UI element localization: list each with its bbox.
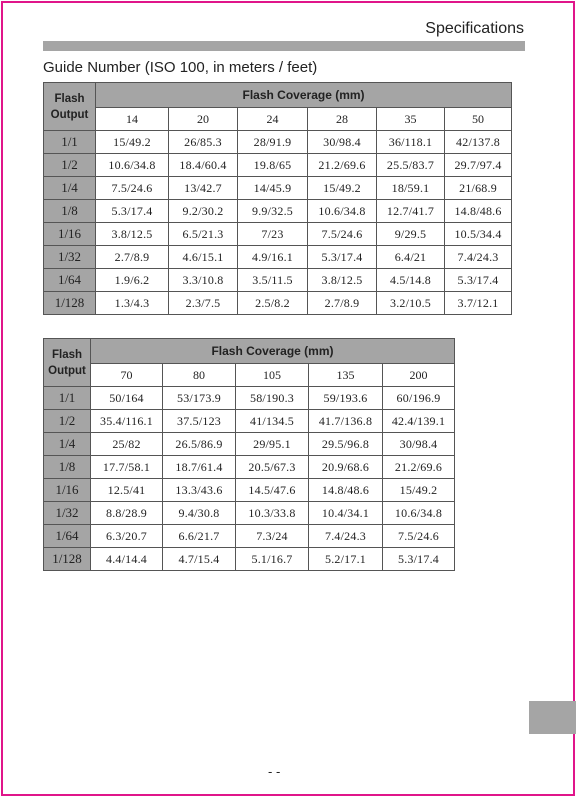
guide-number-cell: 9.9/32.5 [238,200,308,223]
zoom-header-cell: 200 [383,364,455,387]
zoom-header-cell: 35 [377,108,445,131]
flash-output-cell: 1/64 [44,525,91,548]
page-number: - - [268,764,281,779]
flash-output-cell: 1/4 [44,433,91,456]
guide-number-cell: 25.5/83.7 [377,154,445,177]
zoom-header-cell: 135 [309,364,383,387]
zoom-header-cell: 20 [169,108,238,131]
guide-number-cell: 8.8/28.9 [91,502,163,525]
guide-number-cell: 13.3/43.6 [163,479,236,502]
guide-number-cell: 3.3/10.8 [169,269,238,292]
guide-number-cell: 10.6/34.8 [96,154,169,177]
flash-output-header: Flash Output [44,339,91,387]
guide-number-cell: 7.4/24.3 [309,525,383,548]
guide-number-cell: 42/137.8 [445,131,512,154]
table-row [44,433,455,456]
zoom-header-cell: 80 [163,364,236,387]
guide-number-cell: 37.5/123 [163,410,236,433]
table-row [44,292,512,315]
table-row [44,223,512,246]
guide-number-cell: 5.1/16.7 [236,548,309,571]
guide-number-cell: 7.3/24 [236,525,309,548]
flash-coverage-header: Flash Coverage (mm) [91,339,455,364]
guide-number-cell: 26/85.3 [169,131,238,154]
guide-number-cell: 42.4/139.1 [383,410,455,433]
guide-number-cell: 4.4/14.4 [91,548,163,571]
table-row [44,479,455,502]
guide-number-cell: 10.6/34.8 [308,200,377,223]
guide-number-cell: 9/29.5 [377,223,445,246]
guide-number-cell: 15/49.2 [308,177,377,200]
guide-number-cell: 30/98.4 [383,433,455,456]
guide-number-cell: 6.6/21.7 [163,525,236,548]
guide-number-cell: 3.7/12.1 [445,292,512,315]
guide-number-cell: 4.7/15.4 [163,548,236,571]
guide-number-cell: 15/49.2 [96,131,169,154]
guide-number-cell: 5.3/17.4 [96,200,169,223]
guide-number-cell: 21.2/69.6 [308,154,377,177]
guide-number-cell: 7.4/24.3 [445,246,512,269]
flash-output-cell: 1/1 [44,387,91,410]
flash-output-cell: 1/128 [44,548,91,571]
flash-output-cell: 1/128 [44,292,96,315]
flash-coverage-header: Flash Coverage (mm) [96,83,512,108]
flash-output-header: Flash Output [44,83,96,131]
guide-number-cell: 29.5/96.8 [309,433,383,456]
guide-number-cell: 5.3/17.4 [308,246,377,269]
table-row [44,502,455,525]
guide-number-cell: 41.7/136.8 [309,410,383,433]
zoom-header-cell: 50 [445,108,512,131]
guide-number-cell: 19.8/65 [238,154,308,177]
flash-output-cell: 1/4 [44,177,96,200]
flash-output-cell: 1/16 [44,223,96,246]
guide-number-cell: 3.5/11.5 [238,269,308,292]
guide-number-cell: 25/82 [91,433,163,456]
guide-number-cell: 53/173.9 [163,387,236,410]
guide-number-cell: 3.2/10.5 [377,292,445,315]
guide-number-cell: 60/196.9 [383,387,455,410]
guide-number-cell: 2.7/8.9 [96,246,169,269]
guide-number-cell: 1.9/6.2 [96,269,169,292]
header-divider-bar [43,41,525,51]
guide-number-cell: 20.9/68.6 [309,456,383,479]
guide-number-cell: 1.3/4.3 [96,292,169,315]
table-row [44,548,455,571]
guide-number-cell: 59/193.6 [309,387,383,410]
flash-output-cell: 1/8 [44,200,96,223]
guide-number-cell: 18/59.1 [377,177,445,200]
zoom-header-cell: 70 [91,364,163,387]
zoom-header-cell: 14 [96,108,169,131]
guide-number-cell: 10.3/33.8 [236,502,309,525]
guide-number-cell: 50/164 [91,387,163,410]
table-row [44,525,455,548]
flash-output-cell: 1/2 [44,154,96,177]
guide-number-cell: 21/68.9 [445,177,512,200]
table-row [44,246,512,269]
guide-number-cell: 21.2/69.6 [383,456,455,479]
guide-number-cell: 41/134.5 [236,410,309,433]
guide-number-cell: 20.5/67.3 [236,456,309,479]
guide-number-table-wide [43,82,512,315]
table-row [44,200,512,223]
section-heading: Guide Number (ISO 100, in meters / feet) [43,59,318,76]
guide-number-cell: 10.5/34.4 [445,223,512,246]
guide-number-cell: 36/118.1 [377,131,445,154]
table-row [44,387,455,410]
guide-number-cell: 28/91.9 [238,131,308,154]
zoom-header-cell: 24 [238,108,308,131]
table-row [44,410,455,433]
guide-number-cell: 6.5/21.3 [169,223,238,246]
table-row [44,269,512,292]
flash-output-cell: 1/32 [44,502,91,525]
zoom-header-cell: 105 [236,364,309,387]
chapter-side-tab [529,701,576,734]
guide-number-cell: 2.5/8.2 [238,292,308,315]
guide-number-cell: 14.8/48.6 [445,200,512,223]
guide-number-cell: 9.4/30.8 [163,502,236,525]
guide-number-cell: 4.9/16.1 [238,246,308,269]
guide-number-cell: 15/49.2 [383,479,455,502]
guide-number-cell: 12.7/41.7 [377,200,445,223]
page-header-title: Specifications [425,20,524,37]
guide-number-cell: 3.8/12.5 [96,223,169,246]
guide-number-cell: 6.3/20.7 [91,525,163,548]
guide-number-cell: 4.6/15.1 [169,246,238,269]
guide-number-cell: 10.4/34.1 [309,502,383,525]
flash-output-cell: 1/64 [44,269,96,292]
guide-number-cell: 7.5/24.6 [96,177,169,200]
table-row [44,154,512,177]
guide-number-cell: 5.3/17.4 [445,269,512,292]
guide-number-cell: 58/190.3 [236,387,309,410]
guide-number-cell: 18.4/60.4 [169,154,238,177]
guide-number-cell: 26.5/86.9 [163,433,236,456]
guide-number-cell: 14/45.9 [238,177,308,200]
guide-number-cell: 7/23 [238,223,308,246]
guide-number-cell: 30/98.4 [308,131,377,154]
guide-number-cell: 29.7/97.4 [445,154,512,177]
table-row [44,131,512,154]
guide-number-cell: 2.3/7.5 [169,292,238,315]
guide-number-cell: 12.5/41 [91,479,163,502]
guide-number-cell: 6.4/21 [377,246,445,269]
flash-output-cell: 1/8 [44,456,91,479]
guide-number-table-tele [43,338,455,571]
guide-number-cell: 9.2/30.2 [169,200,238,223]
guide-number-cell: 4.5/14.8 [377,269,445,292]
guide-number-cell: 3.8/12.5 [308,269,377,292]
guide-number-cell: 7.5/24.6 [308,223,377,246]
zoom-header-cell: 28 [308,108,377,131]
flash-output-cell: 1/16 [44,479,91,502]
guide-number-cell: 35.4/116.1 [91,410,163,433]
guide-number-cell: 29/95.1 [236,433,309,456]
guide-number-cell: 17.7/58.1 [91,456,163,479]
flash-output-cell: 1/1 [44,131,96,154]
guide-number-cell: 5.2/17.1 [309,548,383,571]
guide-number-cell: 5.3/17.4 [383,548,455,571]
guide-number-cell: 18.7/61.4 [163,456,236,479]
guide-number-cell: 10.6/34.8 [383,502,455,525]
guide-number-cell: 2.7/8.9 [308,292,377,315]
table-row [44,177,512,200]
table-row [44,456,455,479]
flash-output-cell: 1/32 [44,246,96,269]
guide-number-cell: 7.5/24.6 [383,525,455,548]
guide-number-cell: 14.5/47.6 [236,479,309,502]
guide-number-cell: 13/42.7 [169,177,238,200]
flash-output-cell: 1/2 [44,410,91,433]
guide-number-cell: 14.8/48.6 [309,479,383,502]
